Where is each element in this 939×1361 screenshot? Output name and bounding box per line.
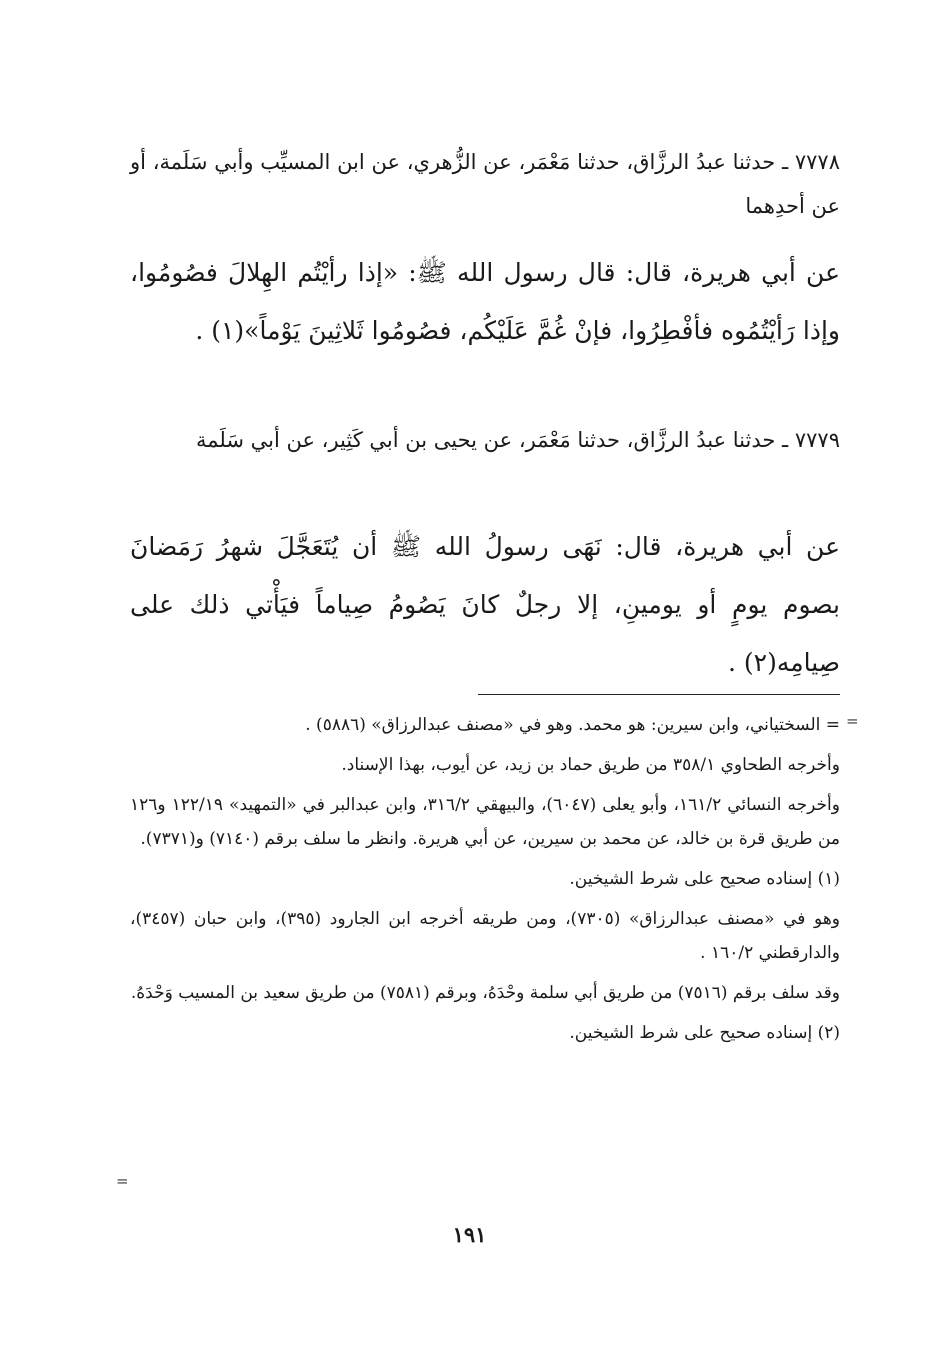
footnote-paragraph: وقد سلف برقم (٧٥١٦) من طريق أبي سلمة وحْدَهُ، وبرقم (٧٥٨١) من طريق سعيد بن المسيب وَحْدَهُ.: [130, 983, 840, 1003]
continuation-mark-top: =: [846, 712, 859, 730]
continuation-mark-bottom: =: [116, 1172, 129, 1190]
footnote-paragraph: (٢) إسناده صحيح على شرط الشيخين.: [569, 1023, 840, 1043]
footnote-divider: [478, 694, 840, 695]
page-number: ١٩١: [452, 1222, 487, 1247]
hadith-7778-matn: عن أبي هريرة، قال: قال رسول الله ﷺ: «إذا رأيْتُم الهِلالَ فصُومُوا، وإذا رَأيْتُمُوه فأفْطِرُوا، فإنْ غُمَّ عَلَيْكُم، فصُومُوا ثَلاثِينَ يَوْماً»(١) .: [130, 258, 840, 345]
hadith-7778-isnad: ٧٧٧٨ ـ حدثنا عبدُ الرزَّاق، حدثنا مَعْمَر، عن الزُّهري، عن ابن المسيِّب وأبي سَلَمة، أو عن أحدِهما: [130, 150, 840, 218]
footnote-paragraph: (١) إسناده صحيح على شرط الشيخين.: [569, 869, 840, 889]
footnote-paragraph: = السختياني، وابن سيرين: هو محمد. وهو في «مصنف عبدالرزاق» (٥٨٨٦) .: [305, 715, 840, 735]
hadith-7779-isnad: ٧٧٧٩ ـ حدثنا عبدُ الرزَّاق، حدثنا مَعْمَر، عن يحيى بن أبي كَثِير، عن أبي سَلَمة: [196, 428, 840, 452]
footnote-paragraph: وأخرجه النسائي ١٦١/٢، وأبو يعلى (٦٠٤٧)، والبيهقي ٣١٦/٢، وابن عبدالبر في «التمهيد» ١٢٢/١٩ و١٢٦ من طريق قرة بن خالد، عن محمد بن سيرين، عن أبي هريرة. وانظر ما سلف برقم (٧١٤٠) و(٧٣٧١).: [130, 795, 840, 849]
hadith-7779-matn: عن أبي هريرة، قال: نَهَى رسولُ الله ﷺ أن يُتَعَجَّلَ شهرُ رَمَضانَ بصوم يومٍ أو يومينِ، إلا رجلٌ كانَ يَصُومُ صِياماً فيَأْتي ذلك على صِيامِه(٢) .: [130, 532, 840, 677]
footnotes: [130, 708, 840, 1056]
footnote-paragraph: وهو في «مصنف عبدالرزاق» (٧٣٠٥)، ومن طريقه أخرجه ابن الجارود (٣٩٥)، وابن حبان (٣٤٥٧)، والدارقطني ١٦٠/٢ .: [130, 909, 840, 963]
footnote-paragraph: وأخرجه الطحاوي ٣٥٨/١ من طريق حماد بن زيد، عن أيوب، بهذا الإسناد.: [341, 755, 840, 775]
